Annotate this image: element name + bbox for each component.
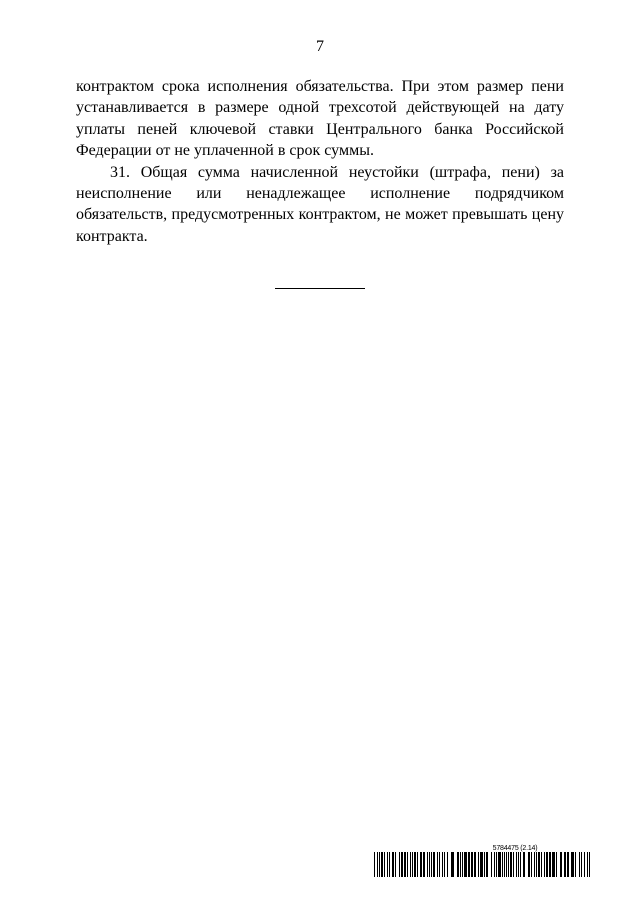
- barcode-icon: [374, 852, 590, 877]
- paragraph-item-31: 31. Общая сумма начисленной неустойки (штрафа, пени) за неисполнение или ненадлежащее исполнение подрядчиком обязательств, предусмотренных контрактом, не может превышать цену контракта.: [76, 163, 564, 245]
- page-number: 7: [316, 38, 324, 55]
- end-of-document-rule: [275, 288, 365, 289]
- document-code: 5784475 (2.14): [492, 845, 538, 852]
- paragraph-continuation: контрактом срока исполнения обязательства. При этом размер пени устанавливается в размере одной трехсотой действующей на дату уплаты пеней ключевой ставки Центрального банка Российской Федерации от не уплаченной в срок суммы.: [76, 78, 564, 160]
- document-body: [76, 76, 564, 247]
